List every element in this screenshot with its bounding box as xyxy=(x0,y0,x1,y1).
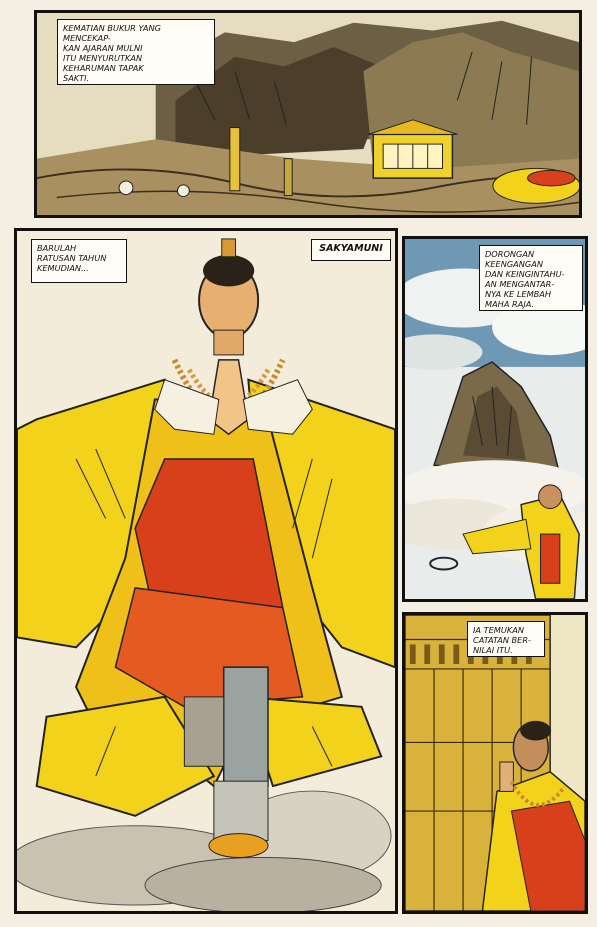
narration-caption: DORONGAN KEENGANGAN DAN KEINGINTAHU- AN MENGANTAR- NYA KE LEMBAH MAHA RAJA. xyxy=(479,245,583,311)
narration-caption: KEMATIAN BUKUR YANG MENCEKAP- KAN AJARAN MULNI ITU MENYURUTKAN KEHARUMAN TAPAK SAKTI. xyxy=(57,19,215,85)
panel-discovery xyxy=(402,612,588,914)
panel-valley-landscape xyxy=(34,10,582,218)
narration-caption: BARULAH RATUSAN TAHUN KEMUDIAN... xyxy=(31,239,127,283)
discovery-illustration xyxy=(405,615,585,911)
panel-sakyamuni xyxy=(14,228,398,914)
narration-caption: IA TEMUKAN CATATAN BER- NILAI ITU. xyxy=(467,621,545,657)
character-name-box: SAKYAMUNI xyxy=(311,239,391,261)
panel-journey-valley xyxy=(402,236,588,602)
sakyamuni-illustration xyxy=(17,231,395,911)
